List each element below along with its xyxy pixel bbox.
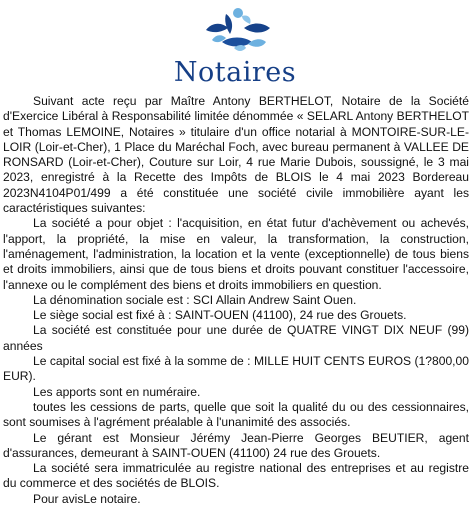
paragraph-deed: Suivant acte reçu par Maître Antony BERTHELOT, Notaire de la Société d'Exercice Libéral à Responsabilité limitée dénommée « SELARL Antony BERTHELOT et Thomas LEMOINE, Notaires » titulaire d'un office notarial à MONTOIRE-SUR-LE-LOIR (Loir-et-Cher), 1 Place du Maréchal Foch, avec bureau permanent à VALLEE DE RONSARD (Loir-et-Cher), Couture sur Loir, 4 rue Marie Dubois, soussigné, le 3 mai 2023, enregistré à la Recette des Impôts de BLOIS le 4 mai 2023 Bordereau 2023N4104P01/499 a été constituée une société civile immobilière ayant les caractéristiques suivantes:	[3, 94, 469, 216]
notaires-logo	[150, 4, 320, 90]
paragraph-registered-office: Le siège social est fixé à : SAINT-OUEN (41100), 24 rue des Grouets.	[33, 308, 407, 323]
paragraph-registration: La société sera immatriculée au registre national des entreprises et au registre du commerce et des sociétés de BLOIS.	[3, 461, 469, 491]
paragraph-duration: La société est constituée pour une durée de QUATRE VINGT DIX NEUF (99) années	[3, 323, 469, 353]
paragraph-name: La dénomination sociale est : SCI Allain Andrew Saint Ouen.	[33, 292, 357, 307]
paragraph-contributions: Les apports sont en numéraire.	[33, 384, 201, 399]
paragraph-purpose: La société a pour objet : l'acquisition, en état futur d'achèvement ou achevés, l'apport, la propriété, la mise en valeur, la transformation, la construction, l'aménagement, l'administration, la location et la vente (exceptionnelle) de tous biens et droits immobiliers, ainsi que de tous biens et droits pouvant constituer l'accessoire, l'annexe ou le complément des biens et droits immobiliers en question.	[3, 216, 469, 292]
paragraph-share-transfers: toutes les cessions de parts, quelle que soit la qualité du ou des cessionnaires, sont soumises à l'agrément préalable à l'unanimité des associés.	[3, 399, 469, 430]
notaires-wordmark: Notaires	[173, 57, 297, 88]
paragraph-manager: Le gérant est Monsieur Jérémy Jean-Pierre Georges BEUTIER, agent d'assurances, demeurant à SAINT-OUEN (41100) 24 rue des Grouets.	[3, 430, 469, 460]
paragraph-signature: Pour avisLe notaire.	[33, 491, 141, 506]
notice-body	[3, 94, 469, 507]
notaires-emblem-icon	[182, 4, 292, 60]
paragraph-capital: Le capital social est fixé à la somme de : MILLE HUIT CENTS EUROS (1?800,00 EUR).	[3, 354, 469, 384]
